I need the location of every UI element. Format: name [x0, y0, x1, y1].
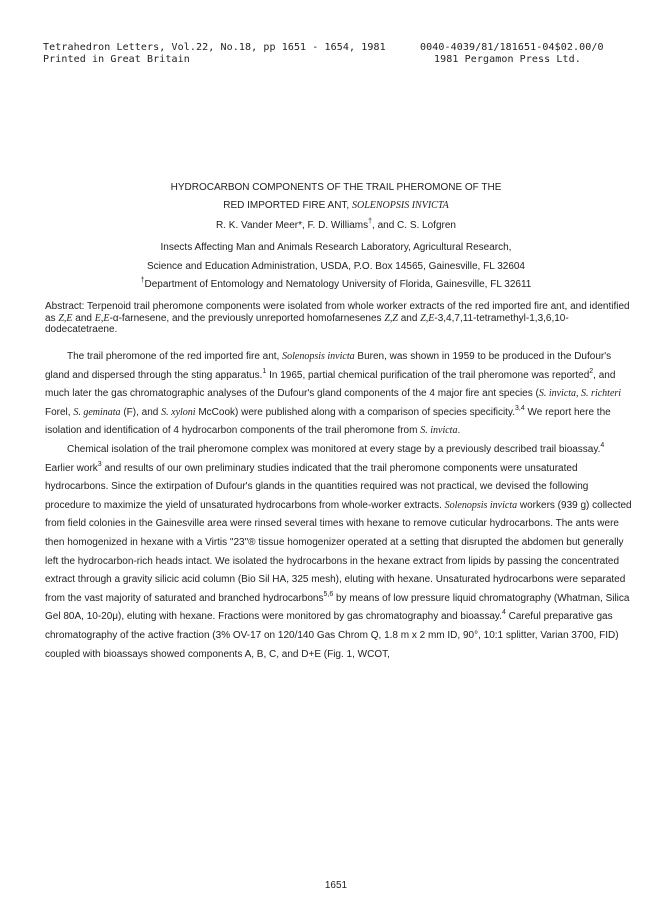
abstract-stereo: Z,E [58, 312, 73, 324]
body-span: Careful preparative gas chromatography of the active fraction (3% OV-17 on 120/140 Gas Chrom Q, 1.8 m x 2 mm ID, 90°, 10:1 splitter, Varian 3700, FID) coupled with bioassays showed components A, B, C, and D+E (Fig. 1, WCOT, [45, 611, 619, 660]
citation-ref: 2 [589, 367, 594, 375]
author-line [0, 220, 672, 231]
species-name: S. geminata [73, 406, 121, 418]
species-name: Solenopsis invicta [282, 351, 355, 362]
printed-in: Printed in Great Britain [43, 54, 190, 65]
body-span: Earlier work [45, 462, 98, 474]
affiliation-line-3-text: Department of Entomology and Nematology University of Florida, Gainesville, FL 32611 [144, 279, 532, 290]
article-code: 0040-4039/81/181651-04$02.00/0 [420, 42, 604, 53]
affiliation-line-1: Insects Affecting Man and Animals Research Laboratory, Agricultural Research, [160, 242, 512, 253]
authors-part-2: , and C. S. Lofgren [372, 220, 456, 231]
body-span: by means of low pressure liquid chromatography (Whatman, Silica Gel 80A, 10-20μ), eluting with hexane. Fractions were monitored by gas chromatography and bioassay. [45, 592, 630, 623]
title-line-1: HYDROCARBON COMPONENTS OF THE TRAIL PHEROMONE OF THE [170, 182, 502, 193]
abstract-stereo: E,E [94, 312, 110, 324]
abstract-stereo: Z,Z [384, 312, 398, 324]
journal-header [43, 42, 386, 66]
paragraph-1 [45, 348, 633, 441]
copyright-line: 1981 Pergamon Press Ltd. [434, 54, 581, 65]
body-span: (F), and [120, 406, 162, 418]
body-span: , and much later the gas chromatographic analyses of the Dufour's gland components of the 4 major fire ant species ( [45, 369, 616, 400]
body-span: We report here the isolation and identification of 4 hydrocarbon components of the trail pheromone from [45, 406, 611, 437]
body-span: Buren, was shown in 1959 to be produced in the Dufour's gland and dispersed through the sting apparatus. [45, 351, 612, 381]
abstract-text: -α-farnesene, and the previously unreported homofarnesenes [109, 312, 385, 324]
body-span: Forel, [45, 406, 74, 418]
journal-citation: Tetrahedron Letters, Vol.22, No.18, pp 1651 - 1654, 1981 [43, 42, 386, 53]
citation-ref: 3 [97, 460, 102, 468]
author-dagger: † [368, 218, 373, 225]
body-span: McCook) were published along with a comparison of species specificity. [195, 406, 515, 418]
abstract-text: Abstract: Terpenoid trail pheromone components were isolated from whole worker extracts of the red imported fire ant, and identified as [45, 301, 630, 324]
body-span: workers (939 g) collected from field colonies in the Gainesville area were rinsed several times with hexane to remove cuticular hydrocarbons. The ants were then homogenized in hexane with a Virtis "23"® tissue homogenizer operated at a setting that disrupted the abdomen but generally left the hydrocarbon-rich heads intact. We isolated the hydrocarbons in the hexane extract from lipids by passing the concentrated extract through a gravity silicic acid column (Bio Sil HA, 325 mesh), eluting with hexane. Unsaturated hydrocarbons were separated from the vast majority of saturated and branched hydrocarbons [45, 499, 632, 604]
citation-ref: 1 [262, 367, 267, 375]
species-name: Solenopsis invicta [444, 499, 518, 511]
publisher-header [420, 42, 604, 66]
body-span: and results of our own preliminary studies indicated that the trail pheromone components were unsaturated hydrocarbons. Since the extirpation of Dufour's glands in the quantities required was not practical, we devised the following procedure to maximize the yield of unsaturated hydrocarbons from whole-worker extracts. [45, 462, 589, 511]
species-name: S. xyloni [161, 406, 196, 418]
abstract-text: -3,4,7,11-tetramethyl-1,3,6,10-dodecatetraene. [45, 312, 569, 335]
body-span: The trail pheromone of the red imported fire ant, [67, 351, 283, 362]
body-span: . [457, 425, 461, 437]
body-text [45, 348, 633, 664]
abstract-stereo: Z,E [420, 312, 435, 324]
title-line-2-text: RED IMPORTED FIRE ANT, [223, 200, 352, 211]
affiliation-line-3 [0, 279, 672, 290]
paragraph-2 [45, 441, 633, 664]
body-span: In 1965, partial chemical purification of the trail pheromone was reported [266, 369, 590, 381]
affiliation-dagger: † [140, 277, 145, 284]
citation-ref: 4 [501, 609, 506, 617]
authors-part-1: R. K. Vander Meer*, F. D. Williams [216, 220, 369, 231]
species-name: S. invicta, S. richteri [538, 388, 622, 400]
affiliation-line-2: Science and Education Administration, USDA, P.O. Box 14565, Gainesville, FL 32604 [147, 261, 525, 272]
abstract [45, 301, 633, 336]
citation-ref: 3,4 [514, 404, 525, 412]
title-line-2 [0, 200, 672, 211]
citation-ref: 4 [600, 441, 605, 449]
page-number: 1651 [324, 880, 348, 891]
body-span: Chemical isolation of the trail pheromone complex was monitored at every stage by a previously described trail bioassay. [67, 443, 601, 455]
abstract-text: and [397, 312, 421, 324]
title-species: SOLENOPSIS INVICTA [351, 200, 449, 211]
abstract-text: and [72, 312, 95, 324]
citation-ref: 5,6 [323, 590, 334, 598]
species-name: S. invicta [420, 425, 458, 437]
